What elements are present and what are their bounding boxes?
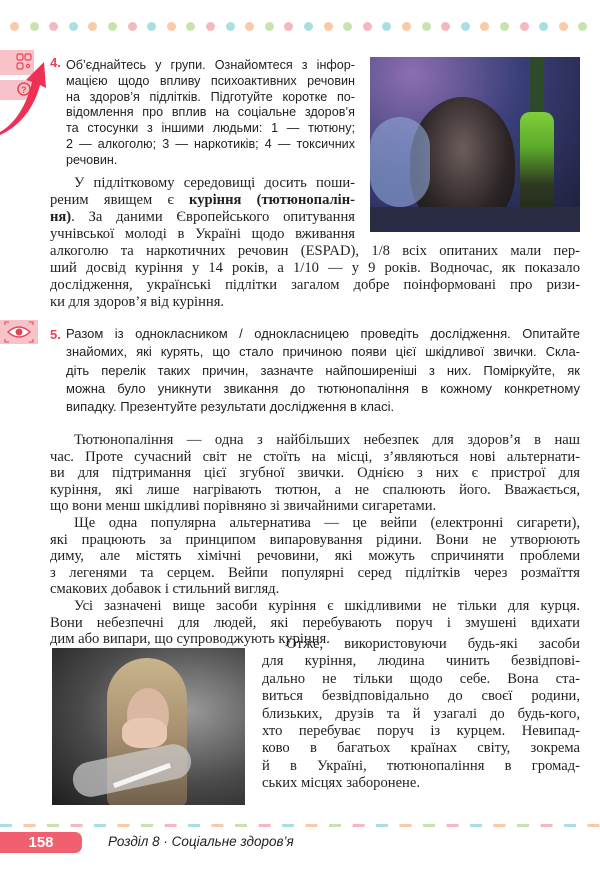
divider-dash (376, 824, 388, 827)
text-segment: . За даними Європейського опитування (71, 209, 355, 225)
divider-dash (541, 824, 553, 827)
eye-research-icon (0, 320, 38, 344)
text-segment: учнівської молоді в Україні щодо вживання (50, 226, 355, 242)
text-line (50, 260, 580, 277)
divider-dash (447, 824, 459, 827)
svg-text:?: ? (21, 85, 27, 95)
text-line: можна було уникнути звикання до тютюнопаління в кожному конкретному (66, 380, 580, 396)
footer-divider (0, 824, 600, 827)
decorative-dot (245, 22, 254, 31)
text-line: мацією щодо впливу психоактивних речовин (66, 73, 355, 88)
text-line: що вони менш шкідливі порівняно зі звичайними сигаретами. (50, 498, 437, 515)
decorative-dot (500, 22, 509, 31)
text-line: випадку. Презентуйте результати дослідження в класі. (66, 399, 395, 415)
divider-dash (517, 824, 529, 827)
decorative-dot (402, 22, 411, 31)
text-line: виться безвідповідально до своєї родини, (262, 688, 580, 705)
divider-dash (24, 824, 36, 827)
decorative-dot (559, 22, 568, 31)
divider-dash (47, 824, 59, 827)
text-segment: ки для здоров’я від куріння. (50, 294, 225, 310)
task-4-number: 4. (50, 55, 61, 70)
text-line: Отже, використовуючи будь-які засоби (286, 636, 580, 652)
decorative-dot (304, 22, 313, 31)
bold-term: куріння (тютюнопалін- (189, 192, 356, 208)
decorative-dot (461, 22, 470, 31)
text-line: Ще одна популярна альтернатива — це вейпи (електронні сигарети), (74, 515, 580, 531)
divider-dash (470, 824, 482, 827)
text-line: Тютюнопаління — одна з найбільших небезпек для здоров’я в наш (74, 432, 580, 448)
text-line (50, 243, 580, 260)
divider-dash (306, 824, 318, 827)
divider-dash (71, 824, 83, 827)
text-line: відомлення про вплив на соціальне здоров’я (66, 105, 355, 120)
decorative-dot (539, 22, 548, 31)
photo-teen-head-on-table (370, 57, 580, 232)
chapter-title: Розділ 8 · Соціальне здоров’я (108, 834, 294, 849)
text-line (50, 209, 355, 226)
decorative-dot (324, 22, 333, 31)
divider-dash (282, 824, 294, 827)
text-line: діть перелік таких причин, зазначте найпоширеніші з них. Поміркуйте, як (66, 362, 580, 378)
text-line: Вони небезпечні для людей, які перебувають поруч і змушені вдихати (50, 614, 580, 631)
text-line: для куріння, людина чинить безвідпові- (262, 653, 580, 670)
decorative-dot (10, 22, 19, 31)
eye-research-tab (0, 320, 38, 344)
text-line: диму, але містять хімічні речовини, які можуть спричиняти проблеми (50, 548, 580, 565)
text-segment: ший досвід куріння у 14 років, а 1/10 — у 9 років. Водночас, як показало (50, 260, 580, 276)
divider-dash (141, 824, 153, 827)
divider-dash (118, 824, 130, 827)
divider-dash (588, 824, 600, 827)
decorative-dot (226, 22, 235, 31)
text-line: смакових добавок і стильний вигляд. (50, 581, 280, 598)
text-line: хто перебуває поруч із курцем. Невипад- (262, 723, 580, 739)
text-line: Разом із однокласником / однокласницею проведіть дослідження. Опитайте (66, 326, 580, 341)
text-line: ви для підтримання цієї згубної звички. Однією з них є пристрої для (50, 465, 580, 482)
text-line: які працюють за принципом випаровування рідини. Вони не утворюють (50, 531, 580, 548)
text-line (50, 226, 355, 243)
decorative-dot (108, 22, 117, 31)
decorative-dot (30, 22, 39, 31)
text-segment: У підлітковому середовищі досить поши- (74, 175, 355, 191)
text-line: та стосунки з іншими людьми: 1 — тютюну; (66, 121, 355, 136)
decorative-dots (10, 22, 600, 32)
divider-dash (564, 824, 576, 827)
text-line: речовин. (66, 152, 118, 167)
decorative-dot (520, 22, 529, 31)
page-number: 158 (0, 832, 82, 853)
text-line: знайомих, які курять, що стало причиною появи цієї шкідливої звички. Скла- (66, 344, 580, 360)
text-line (50, 192, 355, 209)
text-line: ських місцях заборонене. (262, 775, 420, 792)
decorative-dot (343, 22, 352, 31)
text-line (50, 277, 580, 294)
decorative-dot (49, 22, 58, 31)
divider-dash (329, 824, 341, 827)
divider-dash (212, 824, 224, 827)
text-line (50, 294, 580, 311)
decorative-dot (363, 22, 372, 31)
decorative-dot (578, 22, 587, 31)
decorative-dot (147, 22, 156, 31)
decorative-dot (88, 22, 97, 31)
decorative-dot (128, 22, 137, 31)
text-line: 2 — алкоголю; 3 — наркотиків; 4 — токсичних (66, 137, 355, 151)
bold-term: ня) (50, 209, 72, 225)
divider-dash (259, 824, 271, 827)
text-line: й в Україні, тютюнопаління в громад- (262, 757, 580, 774)
decorative-dot (480, 22, 489, 31)
divider-dash (353, 824, 365, 827)
arrow-icon (0, 60, 50, 135)
text-line: ково в багатьох країнах світу, зокрема (262, 740, 580, 757)
divider-dash (400, 824, 412, 827)
text-line: дим або випари, що супроводжують куріння. (50, 631, 330, 648)
decorative-dot (382, 22, 391, 31)
text-line: Об’єднайтесь у групи. Ознайомтеся з інфор- (66, 58, 355, 72)
decorative-dot (441, 22, 450, 31)
divider-dash (0, 824, 12, 827)
divider-dash (235, 824, 247, 827)
text-line: з легенями та серцем. Вейпи популярні серед підлітків через розмаїття (50, 564, 580, 581)
divider-dash (494, 824, 506, 827)
text-line: Усі зазначені вище засоби куріння є шкідливими не тільки для курця. (74, 598, 580, 614)
text-line: близьких, друзів та й узагалі до будь-кого, (262, 705, 580, 722)
task-5-number: 5. (50, 327, 61, 342)
decorative-dot (206, 22, 215, 31)
divider-dash (94, 824, 106, 827)
text-line: час. Проте сучасний світ не стоїть на місці, з’являються нові альтернати- (50, 448, 580, 465)
decorative-dot (186, 22, 195, 31)
decorative-dot (284, 22, 293, 31)
text-line: на здоров’я підлітків. Підготуйте коротке по- (66, 89, 355, 104)
text-line: дально не тільки щодо себе. Вона ста- (262, 670, 580, 687)
decorative-dot (167, 22, 176, 31)
decorative-dot (69, 22, 78, 31)
divider-dash (188, 824, 200, 827)
decorative-dot (265, 22, 274, 31)
text-segment: алкоголю та наркотичних речовин (ESPAD), 1/8 всіх опитаних мали пер- (50, 243, 580, 259)
text-line (74, 175, 355, 192)
text-segment: дослідження, українські підлітки загалом добре поінформовані про ризи- (50, 277, 580, 293)
text-segment: реним явищем є (50, 192, 190, 208)
photo-woman-smoke (52, 648, 245, 805)
divider-dash (165, 824, 177, 827)
decorative-dot (422, 22, 431, 31)
divider-dash (423, 824, 435, 827)
text-line: куріння, які лише нагрівають тютюн, а не спалюють його. Вважається, (50, 481, 580, 498)
